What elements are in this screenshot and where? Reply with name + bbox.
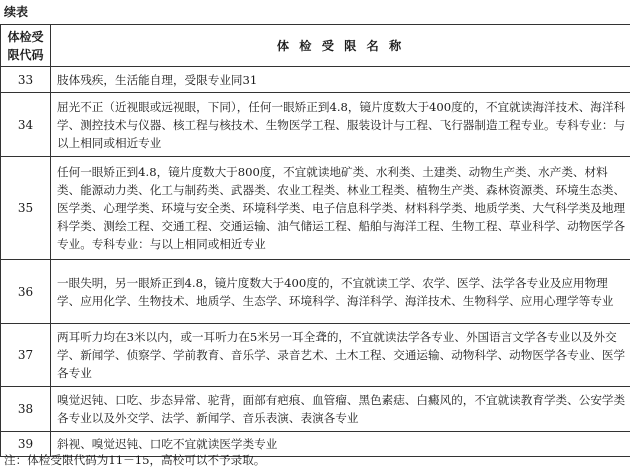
footnote: 注：体检受限代码为11－15，高校可以不予录取。 bbox=[4, 453, 266, 467]
row-code: 35 bbox=[1, 157, 51, 260]
row-description: 任何一眼矫正到4.8，镜片度数大于800度，不宜就读地矿类、水利类、土建类、动物生产类、水产类、材料类、能源动力类、化工与制药类、武器类、农业工程类、林业工程类、植物生产类、森林资源类、环境生态类、医学类、心理学类、环境与安全类、环境科学类、电子信息科学类、材料科学类、地质学类、大气科学类及地理科学类、测绘工程、交通工程、交通运输、油气储运工程、船舶与海洋工程、生物工程、草业科学、动物医学各专业。专科专业：与以上相同或相近专业 bbox=[51, 157, 630, 260]
row-code: 39 bbox=[1, 432, 51, 457]
row-code: 33 bbox=[1, 67, 51, 93]
row-description: 肢体残疾，生活能自理，受限专业同31 bbox=[51, 67, 630, 93]
header-code bbox=[1, 25, 51, 67]
row-code: 38 bbox=[1, 387, 51, 432]
table-row bbox=[1, 260, 630, 324]
row-description: 嗅觉迟钝、口吃、步态异常、驼背，面部有疤痕、血管瘤、黑色素痣、白癜风的，不宜就读教育学类、公安学类各专业以及外交学、法学、新闻学、音乐表演、表演各专业 bbox=[51, 387, 630, 432]
table-row bbox=[1, 93, 630, 157]
row-description: 屈光不正（近视眼或远视眼，下同），任何一眼矫正到4.8，镜片度数大于400度的，不宜就读海洋技术、海洋科学、测控技术与仪器、核工程与核技术、生物医学工程、服装设计与工程、飞行器制造工程专业。专科专业：与以上相同或相近专业 bbox=[51, 93, 630, 157]
restriction-table bbox=[0, 24, 630, 457]
table-row bbox=[1, 387, 630, 432]
header-name: 体 检 受 限 名 称 bbox=[51, 25, 630, 67]
table-header-row bbox=[1, 25, 630, 67]
table-row bbox=[1, 324, 630, 387]
restriction-table-frame bbox=[0, 24, 630, 457]
row-code: 37 bbox=[1, 324, 51, 387]
row-description: 一眼失明，另一眼矫正到4.8，镜片度数大于400度的，不宜就读工学、农学、医学、法学各专业及应用物理学、应用化学、生物技术、地质学、生态学、环境科学、海洋科学、海洋技术、生物科学、应用心理学等专业 bbox=[51, 260, 630, 324]
header-code-text: 体检受限代码 bbox=[7, 29, 44, 62]
row-code: 36 bbox=[1, 260, 51, 324]
row-description: 斜视、嗅觉迟钝、口吃不宜就读医学类专业 bbox=[51, 432, 630, 457]
row-description: 两耳听力均在3米以内，或一耳听力在5米另一耳全聋的，不宜就读法学各专业、外国语言文学各专业以及外交学、新闻学、侦察学、学前教育、音乐学、录音艺术、土木工程、交通运输、动物科学、动物医学各专业、医学各专业 bbox=[51, 324, 630, 387]
row-code: 34 bbox=[1, 93, 51, 157]
table-row bbox=[1, 157, 630, 260]
table-row bbox=[1, 67, 630, 93]
continued-label: 续表 bbox=[4, 5, 29, 19]
